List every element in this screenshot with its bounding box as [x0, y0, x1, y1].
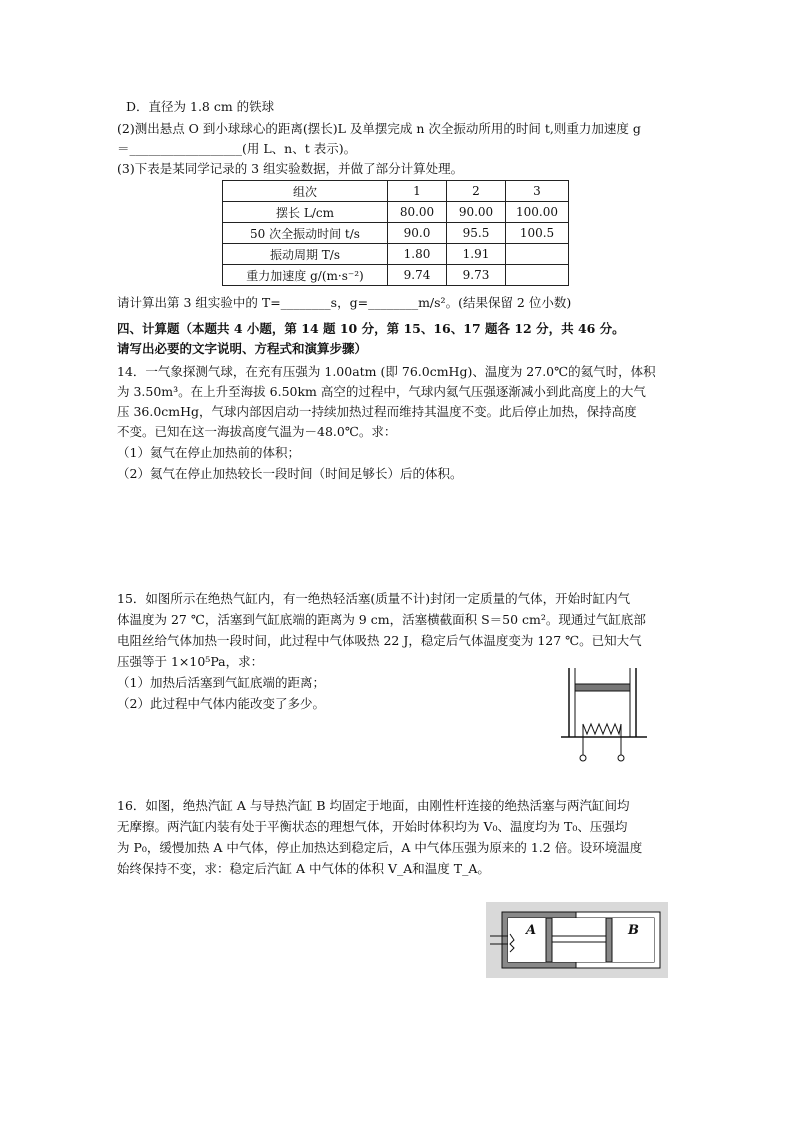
- table-cell: 9.74: [388, 265, 447, 286]
- table-row: [223, 181, 569, 202]
- table-cell: 100.00: [506, 202, 569, 223]
- table-cell: 重力加速度 g/(m·s⁻²): [223, 265, 388, 286]
- problem-14-line: 不变。已知在这一海拔高度气温为－48.0℃。求：: [117, 424, 397, 439]
- table-row: [223, 202, 569, 223]
- table-cell: 摆长 L/cm: [223, 202, 388, 223]
- table-cell: 95.5: [447, 223, 506, 244]
- problem-14-line: 14．一气象探测气球，在充有压强为 1.00atm (即 76.0cmHg)、温度为 27.0℃的氦气时，体积: [117, 364, 656, 379]
- table-row: [223, 265, 569, 286]
- problem-14-line: 压 36.0cmHg，气球内部因启动一持续加热过程而维持其温度不变。此后停止加热，保持高度: [117, 404, 637, 419]
- problem-15-subquestion: （2）此过程中气体内能改变了多少。: [117, 696, 325, 711]
- problem-16-line: 始终保持不变，求：稳定后汽缸 A 中气体的体积 V_A和温度 T_A。: [117, 861, 490, 876]
- table-cell: 80.00: [388, 202, 447, 223]
- cylinder-heater-figure: [555, 660, 655, 770]
- problem-14-line: 为 3.50m³。在上升至海拔 6.50km 高空的过程中，气球内氦气压强逐渐减小到此高度上的大气: [117, 384, 646, 399]
- table-cell: 振动周期 T/s: [223, 244, 388, 265]
- question-2-line-1: (2)测出悬点 O 到小球球心的距离(摆长)L 及单摆完成 n 次全振动所用的时间 t,则重力加速度 g: [117, 121, 641, 136]
- problem-15-subquestion: （1）加热后活塞到气缸底端的距离；: [117, 675, 325, 690]
- table-cell: 90.00: [447, 202, 506, 223]
- section-4-heading: 四、计算题（本题共 4 小题，第 14 题 10 分，第 15、16、17 题各 12 分，共 46 分。: [117, 321, 625, 336]
- table-cell: [506, 244, 569, 265]
- question-3-intro: (3)下表是某同学记录的 3 组实验数据，并做了部分计算处理。: [117, 161, 464, 176]
- problem-15-line: 电阻丝给气体加热一段时间，此过程中气体吸热 22 J，稳定后气体温度变为 127 ℃。已知大气: [117, 633, 642, 648]
- problem-14-subquestion: （2）氦气在停止加热较长一段时间（时间足够长）后的体积。: [117, 466, 463, 481]
- option-d: D．直径为 1.8 cm 的铁球: [126, 99, 275, 114]
- problem-16-line: 无摩擦。两汽缸内装有处于平衡状态的理想气体，开始时体积均为 V₀、温度均为 T₀、压强均: [117, 819, 628, 834]
- table-row: [223, 244, 569, 265]
- table-header-cell: 1: [388, 181, 447, 202]
- question-3-answer-line: 请计算出第 3 组实验中的 T=________s，g=________m/s²。(结果保留 2 位小数): [117, 295, 572, 310]
- table-header-cell: 组次: [223, 181, 388, 202]
- problem-14-subquestion: （1）氦气在停止加热前的体积；: [117, 445, 300, 460]
- table-cell: 1.91: [447, 244, 506, 265]
- table-header-cell: 3: [506, 181, 569, 202]
- cylinder-a-label: A: [526, 923, 537, 938]
- section-4-instruction: 请写出必要的文字说明、方程式和演算步骤）: [117, 341, 368, 356]
- problem-16-line: 为 P₀，缓慢加热 A 中气体，停止加热达到稳定后，A 中气体压强为原来的 1.2 倍。设环境温度: [117, 840, 643, 855]
- experiment-data-table: [222, 180, 569, 286]
- table-cell: 50 次全振动时间 t/s: [223, 223, 388, 244]
- table-cell: 100.5: [506, 223, 569, 244]
- problem-15-line: 15．如图所示在绝热气缸内，有一绝热轻活塞(质量不计)封闭一定质量的气体，开始时缸内气: [117, 591, 631, 606]
- problem-16-line: 16．如图，绝热汽缸 A 与导热汽缸 B 均固定于地面，由刚性杆连接的绝热活塞与两汽缸间均: [117, 798, 630, 813]
- question-2-line-2: ＝__________________(用 L、n、t 表示)。: [117, 141, 357, 156]
- table-cell: 1.80: [388, 244, 447, 265]
- table-cell: [506, 265, 569, 286]
- table-cell: 90.0: [388, 223, 447, 244]
- problem-15-line: 压强等于 1×10⁵Pa，求：: [117, 654, 264, 669]
- two-cylinder-figure: [486, 902, 668, 978]
- problem-15-line: 体温度为 27 ℃，活塞到气缸底端的距离为 9 cm，活塞横截面积 S＝50 cm²。现通过气缸底部: [117, 612, 646, 627]
- cylinder-b-label: B: [628, 923, 639, 938]
- table-cell: 9.73: [447, 265, 506, 286]
- table-header-cell: 2: [447, 181, 506, 202]
- table-row: [223, 223, 569, 244]
